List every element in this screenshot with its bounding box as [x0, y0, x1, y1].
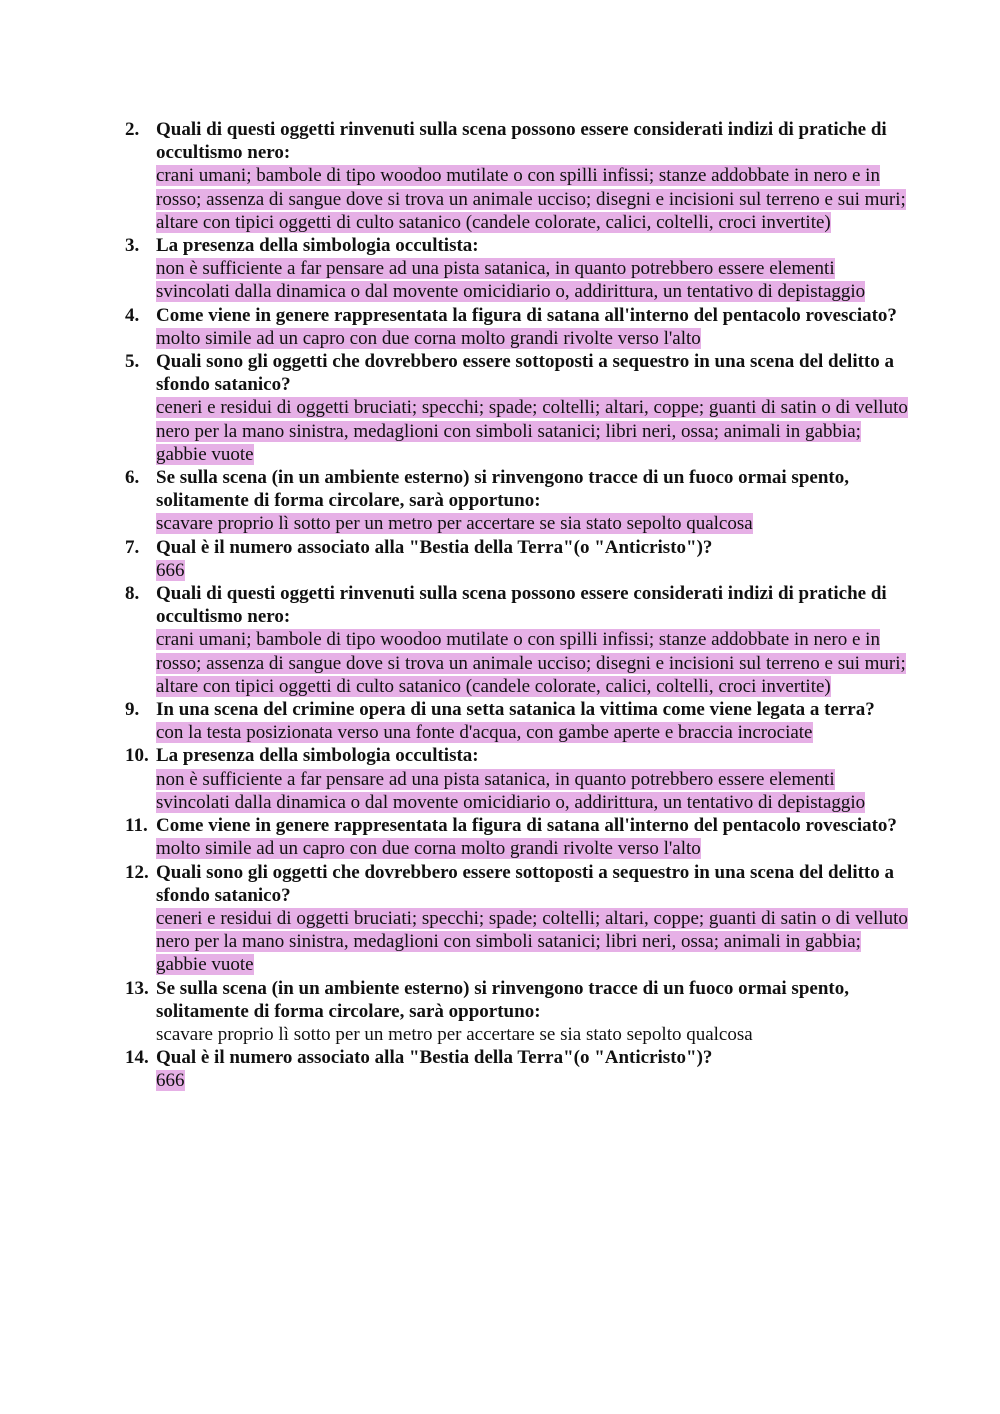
- answer-text: [156, 257, 908, 303]
- answer-text: [156, 1023, 908, 1046]
- question-text: Qual è il numero associato alla "Bestia della Terra"(o "Anticristo")?: [156, 1047, 713, 1069]
- question-item-7: [0, 536, 1000, 582]
- answer-text: [156, 327, 908, 350]
- answer-highlight: scavare proprio lì sotto per un metro per accertare se sia stato sepolto qualcosa: [156, 513, 753, 535]
- answer-highlight: non è sufficiente a far pensare ad una pista satanica, in quanto potrebbero essere elementi svincolati dalla dinamica o dal movente omicidiario o, addirittura, un tentativo di depistaggio: [156, 768, 866, 813]
- question-list: [0, 118, 1000, 1093]
- question-item-9: [0, 698, 1000, 744]
- question-number: 14.: [125, 1047, 149, 1069]
- question-item-8: [0, 582, 1000, 698]
- answer-text: [156, 907, 908, 977]
- question-number: 2.: [125, 119, 140, 140]
- answer-text: [156, 721, 908, 744]
- question-number: 9.: [125, 699, 140, 721]
- question-text: Se sulla scena (in un ambiente esterno) si rinvengono tracce di un fuoco ormai spento, solitamente di forma circolare, sarà opportuno:: [156, 977, 849, 1022]
- answer-text: [156, 396, 908, 466]
- question-text: Quali sono gli oggetti che dovrebbero essere sottoposti a sequestro in una scena del delitto a sfondo satanico?: [156, 351, 895, 396]
- question-number: 13.: [125, 977, 149, 999]
- answer-text: [156, 164, 908, 234]
- answer-highlight: 666: [156, 1070, 185, 1092]
- answer-highlight: non è sufficiente a far pensare ad una pista satanica, in quanto potrebbero essere elementi svincolati dalla dinamica o dal movente omicidiario o, addirittura, un tentativo di depistaggio: [156, 258, 866, 303]
- question-text: Quali di questi oggetti rinvenuti sulla scena possono essere considerati indizi di pratiche di occultismo nero:: [156, 583, 887, 628]
- question-number: 4.: [125, 304, 140, 326]
- question-item-10: [0, 744, 1000, 814]
- question-item-11: [0, 814, 1000, 860]
- answer-highlight: molto simile ad un capro con due corna molto grandi rivolte verso l'alto: [156, 327, 701, 349]
- document-page: [0, 118, 1000, 1093]
- question-text: Quali sono gli oggetti che dovrebbero essere sottoposti a sequestro in una scena del delitto a sfondo satanico?: [156, 861, 895, 906]
- answer-highlight: crani umani; bambole di tipo woodoo mutilate o con spilli infissi; stanze addobbate in nero e in rosso; assenza di sangue dove si trova un animale ucciso; disegni e incisioni sul terreno e sui muri; altare con tipici oggetti di culto satanico (candele colorate, calici, coltelli, croci invertite): [156, 165, 906, 233]
- question-item-4: [0, 304, 1000, 350]
- question-item-12: [0, 861, 1000, 977]
- question-text: Qual è il numero associato alla "Bestia della Terra"(o "Anticristo")?: [156, 536, 713, 558]
- question-number: 6.: [125, 467, 140, 489]
- answer-highlight: molto simile ad un capro con due corna molto grandi rivolte verso l'alto: [156, 838, 701, 860]
- answer-text: [156, 628, 908, 698]
- question-item-14: [0, 1046, 1000, 1092]
- question-text: Come viene in genere rappresentata la figura di satana all'interno del pentacolo rovesciato?: [156, 304, 897, 326]
- question-number: 12.: [125, 861, 149, 883]
- answer-text: [156, 837, 908, 860]
- question-item-6: [0, 466, 1000, 536]
- answer-text: [156, 1069, 908, 1092]
- answer-text: [156, 559, 908, 582]
- answer-highlight: 666: [156, 559, 185, 581]
- question-item-2: [0, 118, 1000, 234]
- question-item-13: [0, 977, 1000, 1047]
- question-text: In una scena del crimine opera di una setta satanica la vittima come viene legata a terra?: [156, 699, 875, 721]
- question-number: 7.: [125, 536, 140, 558]
- question-number: 3.: [125, 235, 140, 257]
- answer-text: [156, 768, 908, 814]
- question-item-5: [0, 350, 1000, 466]
- question-text: La presenza della simbologia occultista:: [156, 235, 479, 257]
- answer-highlight: crani umani; bambole di tipo woodoo mutilate o con spilli infissi; stanze addobbate in nero e in rosso; assenza di sangue dove si trova un animale ucciso; disegni e incisioni sul terreno e sui muri; altare con tipici oggetti di culto satanico (candele colorate, calici, coltelli, croci invertite): [156, 629, 906, 697]
- question-number: 8.: [125, 583, 140, 605]
- answer-highlight: con la testa posizionata verso una fonte d'acqua, con gambe aperte e braccia incrociate: [156, 722, 813, 744]
- question-text: Se sulla scena (in un ambiente esterno) si rinvengono tracce di un fuoco ormai spento, solitamente di forma circolare, sarà opportuno:: [156, 467, 849, 512]
- question-number: 5.: [125, 351, 140, 373]
- question-text: La presenza della simbologia occultista:: [156, 745, 479, 767]
- question-number: 11.: [125, 815, 148, 837]
- question-text: Come viene in genere rappresentata la figura di satana all'interno del pentacolo rovesciato?: [156, 815, 897, 837]
- question-text: Quali di questi oggetti rinvenuti sulla scena possono essere considerati indizi di pratiche di occultismo nero:: [156, 119, 887, 164]
- answer-highlight: ceneri e residui di oggetti bruciati; specchi; spade; coltelli; altari, coppe; guanti di satin o di velluto nero per la mano sinistra, medaglioni con simboli satanici; libri neri, ossa; animali in gabbia; gabbie vuote: [156, 907, 908, 976]
- question-item-3: [0, 234, 1000, 304]
- answer-text: [156, 512, 908, 535]
- answer-highlight: ceneri e residui di oggetti bruciati; specchi; spade; coltelli; altari, coppe; guanti di satin o di velluto nero per la mano sinistra, medaglioni con simboli satanici; libri neri, ossa; animali in gabbia; gabbie vuote: [156, 397, 908, 465]
- answer-plain: scavare proprio lì sotto per un metro per accertare se sia stato sepolto qualcosa: [156, 1023, 753, 1045]
- question-number: 10.: [125, 745, 149, 767]
